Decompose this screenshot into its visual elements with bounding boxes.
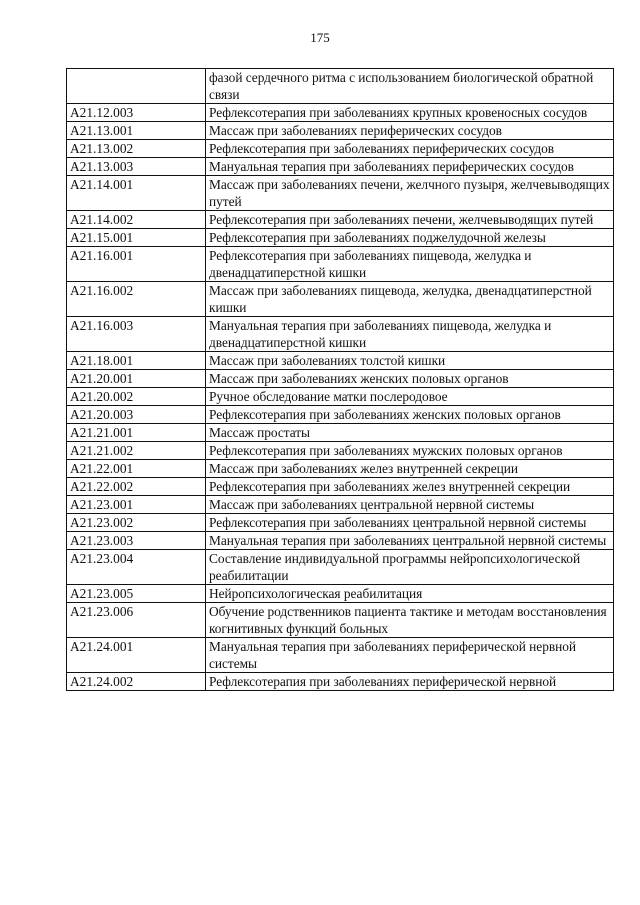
- procedure-code: A21.16.001: [67, 247, 206, 282]
- procedures-table: [66, 68, 614, 691]
- procedure-name: Нейропсихологическая реабилитация: [206, 585, 614, 603]
- procedure-code: A21.24.001: [67, 638, 206, 673]
- procedure-code: A21.20.003: [67, 406, 206, 424]
- procedure-name: Рефлексотерапия при заболеваниях печени, желчевыводящих путей: [206, 211, 614, 229]
- procedure-name: фазой сердечного ритма с использованием биологической обратной связи: [206, 69, 614, 104]
- table-row: [67, 532, 614, 550]
- table-row: [67, 122, 614, 140]
- table-row: [67, 585, 614, 603]
- procedure-name: Рефлексотерапия при заболеваниях центральной нервной системы: [206, 514, 614, 532]
- procedure-code: A21.21.002: [67, 442, 206, 460]
- table-row: [67, 478, 614, 496]
- table-row: [67, 550, 614, 585]
- table-row: [67, 317, 614, 352]
- table-row: [67, 352, 614, 370]
- table-row: [67, 496, 614, 514]
- procedure-code: A21.16.003: [67, 317, 206, 352]
- procedure-code: A21.20.002: [67, 388, 206, 406]
- procedure-code: A21.16.002: [67, 282, 206, 317]
- procedure-code: A21.22.002: [67, 478, 206, 496]
- table-row: [67, 638, 614, 673]
- procedure-code: A21.23.004: [67, 550, 206, 585]
- procedure-code: A21.22.001: [67, 460, 206, 478]
- table-row: [67, 514, 614, 532]
- table-row: [67, 406, 614, 424]
- procedure-name: Массаж при заболеваниях желез внутренней секреции: [206, 460, 614, 478]
- table-row: [67, 176, 614, 211]
- procedure-name: Рефлексотерапия при заболеваниях мужских половых органов: [206, 442, 614, 460]
- procedure-name: Рефлексотерапия при заболеваниях женских половых органов: [206, 406, 614, 424]
- procedure-code: A21.15.001: [67, 229, 206, 247]
- procedure-name: Рефлексотерапия при заболеваниях периферической нервной: [206, 673, 614, 691]
- procedure-code: A21.23.005: [67, 585, 206, 603]
- table-row: [67, 104, 614, 122]
- procedure-name: Рефлексотерапия при заболеваниях периферических сосудов: [206, 140, 614, 158]
- procedure-name: Массаж простаты: [206, 424, 614, 442]
- procedure-name: Рефлексотерапия при заболеваниях желез внутренней секреции: [206, 478, 614, 496]
- procedure-code: A21.14.001: [67, 176, 206, 211]
- table-row: [67, 460, 614, 478]
- procedure-code: A21.23.001: [67, 496, 206, 514]
- procedure-name: Массаж при заболеваниях женских половых органов: [206, 370, 614, 388]
- procedure-name: Массаж при заболеваниях печени, желчного пузыря, желчевыводящих путей: [206, 176, 614, 211]
- procedure-code: A21.13.002: [67, 140, 206, 158]
- procedure-code: A21.23.002: [67, 514, 206, 532]
- procedure-code: A21.20.001: [67, 370, 206, 388]
- table-row: [67, 140, 614, 158]
- procedure-code: A21.13.001: [67, 122, 206, 140]
- procedure-code: A21.12.003: [67, 104, 206, 122]
- procedure-name: Обучение родственников пациента тактике и методам восстановления когнитивных функций больных: [206, 603, 614, 638]
- table-row: [67, 603, 614, 638]
- table-row: [67, 69, 614, 104]
- procedure-name: Мануальная терапия при заболеваниях периферической нервной системы: [206, 638, 614, 673]
- procedure-code: A21.18.001: [67, 352, 206, 370]
- table-row: [67, 370, 614, 388]
- table-row: [67, 388, 614, 406]
- table-row: [67, 158, 614, 176]
- procedure-name: Массаж при заболеваниях пищевода, желудка, двенадцатиперстной кишки: [206, 282, 614, 317]
- procedure-code: A21.23.006: [67, 603, 206, 638]
- procedures-table-body: [67, 69, 614, 691]
- procedure-name: Мануальная терапия при заболеваниях периферических сосудов: [206, 158, 614, 176]
- procedure-name: Рефлексотерапия при заболеваниях пищевода, желудка и двенадцатиперстной кишки: [206, 247, 614, 282]
- procedure-code: A21.13.003: [67, 158, 206, 176]
- table-row: [67, 424, 614, 442]
- page-number: 175: [310, 30, 330, 45]
- table-row: [67, 247, 614, 282]
- procedure-code: [67, 69, 206, 104]
- table-row: [67, 229, 614, 247]
- table-row: [67, 442, 614, 460]
- procedure-name: Массаж при заболеваниях периферических сосудов: [206, 122, 614, 140]
- procedure-name: Мануальная терапия при заболеваниях центральной нервной системы: [206, 532, 614, 550]
- procedure-code: A21.21.001: [67, 424, 206, 442]
- table-row: [67, 211, 614, 229]
- table-row: [67, 282, 614, 317]
- procedure-name: Рефлексотерапия при заболеваниях поджелудочной железы: [206, 229, 614, 247]
- procedure-code: A21.23.003: [67, 532, 206, 550]
- procedure-name: Массаж при заболеваниях толстой кишки: [206, 352, 614, 370]
- procedure-name: Ручное обследование матки послеродовое: [206, 388, 614, 406]
- procedure-name: Мануальная терапия при заболеваниях пищевода, желудка и двенадцатиперстной кишки: [206, 317, 614, 352]
- procedure-code: A21.24.002: [67, 673, 206, 691]
- procedure-name: Рефлексотерапия при заболеваниях крупных кровеносных сосудов: [206, 104, 614, 122]
- procedure-name: Составление индивидуальной программы нейропсихологической реабилитации: [206, 550, 614, 585]
- procedure-name: Массаж при заболеваниях центральной нервной системы: [206, 496, 614, 514]
- procedure-code: A21.14.002: [67, 211, 206, 229]
- table-row: [67, 673, 614, 691]
